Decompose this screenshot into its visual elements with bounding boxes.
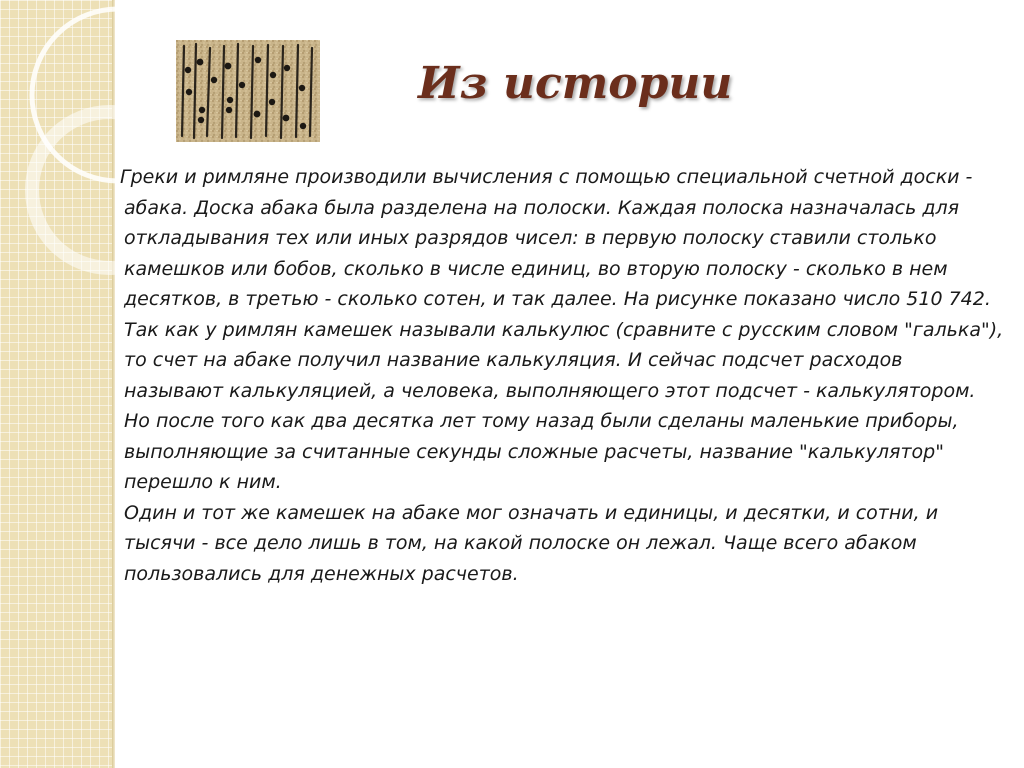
slide-title: Из истории [418,58,733,109]
abacus-image [176,40,320,142]
body-text [120,162,1004,589]
paragraph: Один и тот же камешек на абаке мог означать и единицы, и десятки, и сотни, и тысячи - все дело лишь в том, на какой полоске он лежал. Чаще всего абаком пользовались для денежных расчетов. [124,501,939,585]
paragraph: Греки и римляне производили вычисления с помощью специальной счетной доски - абака. Доска абака была разделена на полоски. Каждая полоска назначалась для откладывания тех или иных разрядов чисел: в первую полоску ставили столько камешков или бобов, сколько в числе единиц, во вторую полоску - сколько в нем десятков, в третью - сколько сотен, и так далее. На рисунке показано число 510 742. Так как у римлян камешек называли калькулюс (сравните с русским словом "галька"), то счет на абаке получил название калькуляция. И сейчас подсчет расходов называют калькуляцией, а человека, выполняющего этот подсчет - калькулятором. Но после того как два десятка лет тому назад были сделаны маленькие приборы, выполняющие за считанные секунды сложные расчеты, название "калькулятор" перешло к ним. [120,166,1004,493]
